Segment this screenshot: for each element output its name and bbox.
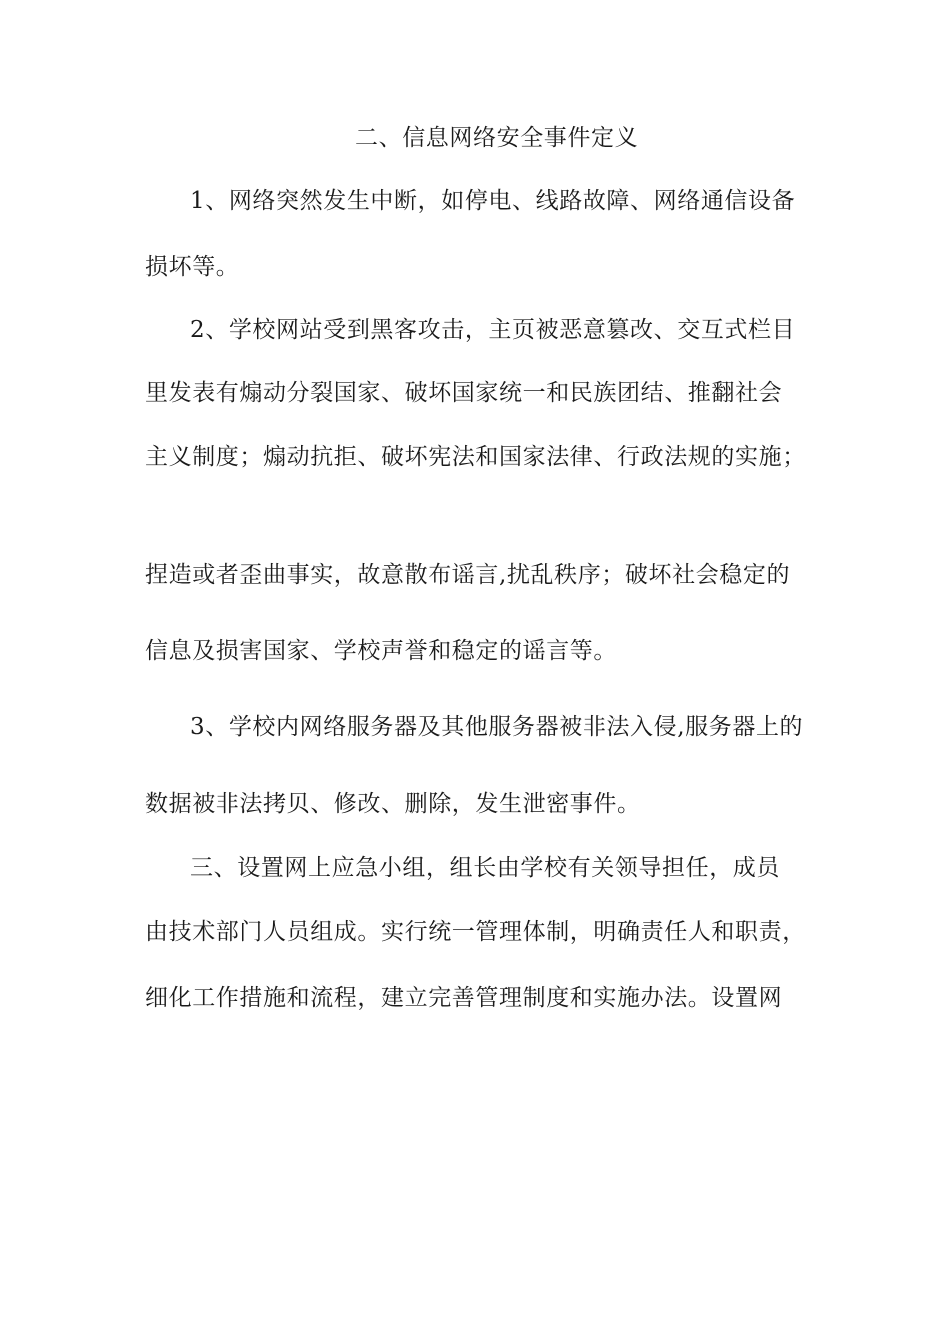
paragraph-line: 3、学校内网络服务器及其他服务器被非法入侵,服务器上的	[190, 714, 804, 740]
paragraph-line: 信息及损害国家、学校声誉和稳定的谣言等。	[145, 638, 617, 664]
paragraph-line: 由技术部门人员组成。实行统一管理体制，明确责任人和职责，	[145, 919, 806, 945]
paragraph-line: 里发表有煽动分裂国家、破坏国家统一和民族团结、推翻社会	[145, 380, 783, 406]
paragraph-line: 主义制度；煽动抗拒、破坏宪法和国家法律、行政法规的实施；	[145, 444, 806, 470]
paragraph-line: 损坏等。	[145, 254, 240, 280]
paragraph-line: 三、设置网上应急小组，组长由学校有关领导担任，成员	[190, 855, 780, 881]
paragraph-line: 数据被非法拷贝、修改、删除，发生泄密事件。	[145, 791, 641, 817]
paragraph-line: 捏造或者歪曲事实，故意散布谣言,扰乱秩序；破坏社会稳定的	[145, 562, 791, 588]
paragraph-line: 1、网络突然发生中断，如停电、线路故障、网络通信设备	[190, 188, 796, 214]
section-heading: 二、信息网络安全事件定义	[355, 125, 639, 151]
paragraph-line: 2、学校网站受到黑客攻击，主页被恶意篡改、交互式栏目	[190, 317, 796, 343]
paragraph-line: 细化工作措施和流程，建立完善管理制度和实施办法。设置网	[145, 985, 783, 1011]
